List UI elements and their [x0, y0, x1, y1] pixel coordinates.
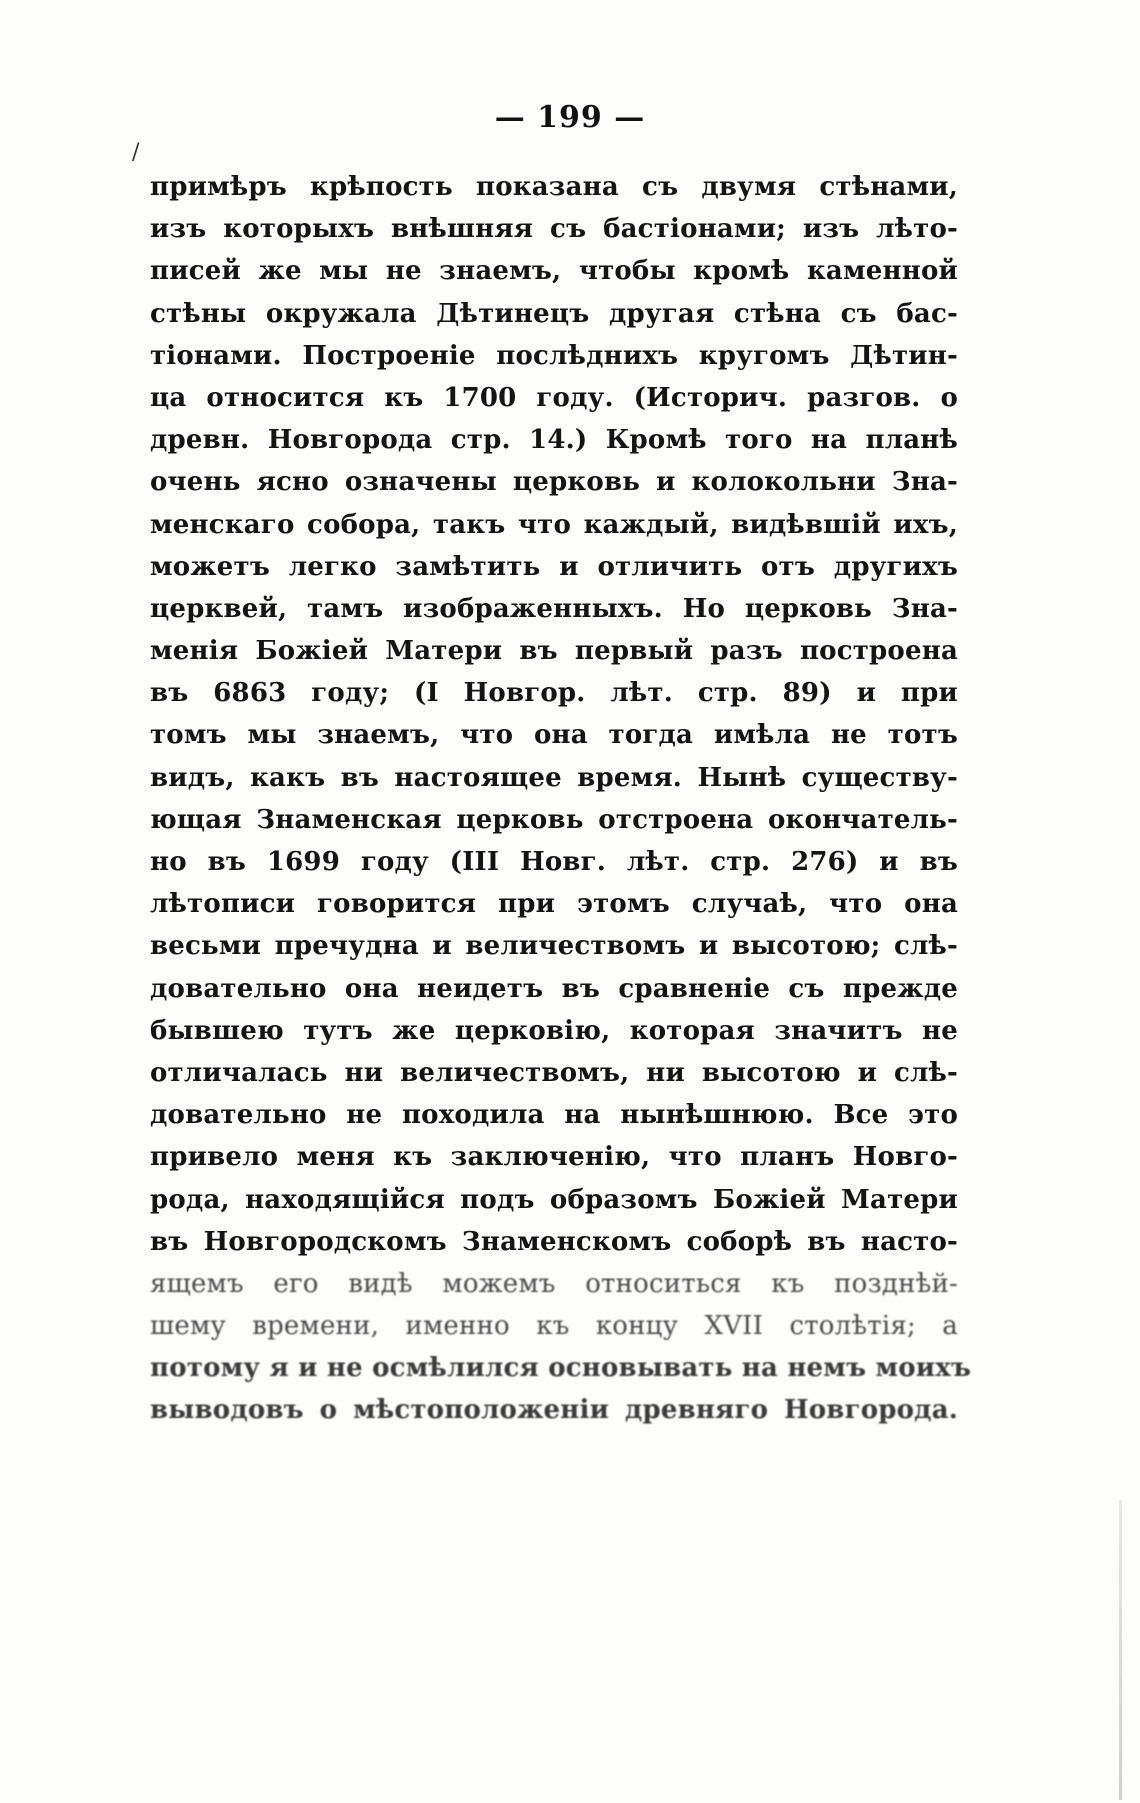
text-line: выводовъ о мѣстоположеніи древняго Новгорода. — [150, 1395, 958, 1426]
text-line: менскаго собора, такъ что каждый, видѣвшій ихъ, — [150, 509, 958, 540]
text-line: довательно она неидетъ въ сравненіе съ прежде — [150, 973, 958, 1004]
text-line: тіонами. Построеніе послѣднихъ кругомъ Дѣтин- — [150, 340, 958, 371]
page-number: — 199 — — [494, 100, 646, 135]
text-line: довательно не походила на нынѣшнюю. Все это — [150, 1100, 958, 1131]
text-line: церквей, тамъ изображенныхъ. Но церковь Зна- — [150, 593, 958, 624]
text-line: томъ мы знаемъ, что она тогда имѣла не тотъ — [150, 720, 958, 751]
text-line: весьми пречудна и величествомъ и высотою; слѣ- — [150, 931, 958, 962]
text-line: привело меня къ заключенію, что планъ Новго- — [150, 1142, 958, 1173]
text-line: менія Божіей Матери въ первый разъ построена — [150, 636, 958, 667]
text-line: стѣны окружала Дѣтинецъ другая стѣна съ бас- — [150, 298, 958, 329]
text-line: но въ 1699 году (III Новг. лѣт. стр. 276) и въ — [150, 847, 958, 877]
text-line: ца относится къ 1700 году. (Историч. разгов. о — [150, 382, 958, 413]
text-line: въ 6863 году; (I Новгор. лѣт. стр. 89) и при — [150, 678, 958, 709]
text-line: очень ясно означены церковь и колокольни Зна- — [150, 467, 958, 498]
text-line: отличалась ни величествомъ, ни высотою и слѣ- — [150, 1057, 958, 1088]
text-line: примѣръ крѣпость показана съ двумя стѣнами, — [150, 172, 958, 202]
text-line: писей же мы не знаемъ, чтобы кромѣ каменной — [150, 256, 958, 287]
text-line: шему времени, именно къ концу XVII столѣтія; а — [150, 1311, 958, 1342]
text-line: видъ, какъ въ настоящее время. Нынѣ существу- — [150, 762, 958, 793]
page-edge-shadow — [1119, 1500, 1122, 1800]
text-line: въ Новгородскомъ Знаменскомъ соборѣ въ насто- — [150, 1226, 958, 1257]
body-text — [150, 166, 972, 1432]
text-line: ящемъ его видѣ можемъ относиться къ позднѣй- — [150, 1268, 958, 1299]
text-line: древн. Новгорода стр. 14.) Кромѣ того на планѣ — [150, 425, 958, 456]
stray-mark: / — [132, 140, 140, 165]
text-line: лѣтописи говорится при этомъ случаѣ, что она — [150, 889, 958, 920]
text-line: можетъ легко замѣтить и отличить отъ другихъ — [150, 551, 958, 582]
text-line: бывшею тутъ же церковію, которая значитъ не — [150, 1015, 958, 1046]
text-line: потому я и не осмѣлился основывать на немъ моихъ — [150, 1353, 972, 1384]
text-line: рода, находящійся подъ образомъ Божіей Матери — [150, 1184, 958, 1215]
text-line: ющая Знаменская церковь отстроена окончатель- — [150, 804, 958, 835]
text-line: изъ которыхъ внѣшняя съ бастіонами; изъ лѣто- — [150, 214, 958, 245]
